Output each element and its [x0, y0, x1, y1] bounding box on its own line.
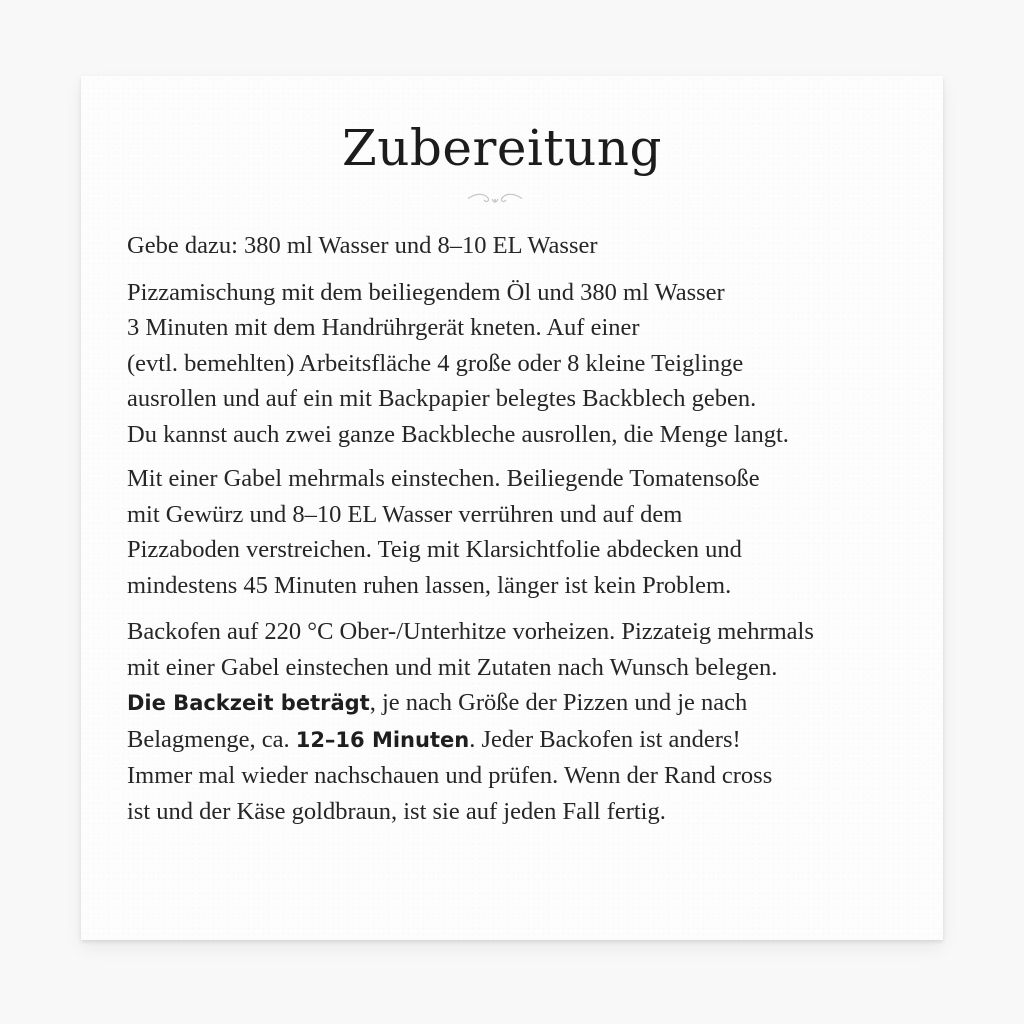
paragraph1-line: Du kannst auch zwei ganze Backbleche ausrollen, die Menge langt.: [127, 420, 789, 448]
instructions-text: [127, 228, 927, 829]
baking-time-value: 12–16 Minuten: [295, 727, 470, 752]
flourish-icon: [468, 194, 522, 202]
paragraph2-line: mindestens 45 Minuten ruhen lassen, länger ist kein Problem.: [127, 571, 732, 599]
paragraph1-line: 3 Minuten mit dem Handrührgerät kneten. Auf einer: [127, 314, 640, 341]
paragraph4-line: Immer mal wieder nachschauen und prüfen. Wenn der Rand cross: [127, 762, 773, 789]
paragraph4-line: [127, 722, 927, 759]
paragraph2-line: mit Gewürz und 8–10 EL Wasser verrühren und auf dem: [127, 500, 683, 528]
ornamental-divider: [230, 190, 760, 210]
paragraph2-line: Mit einer Gabel mehrmals einstechen. Beiliegende Tomatensoße: [127, 465, 760, 492]
paragraph1-line: Pizzamischung mit dem beiliegendem Öl und 380 ml Wasser: [127, 278, 725, 306]
paragraph3-line: mit einer Gabel einstechen und mit Zutaten nach Wunsch belegen.: [127, 653, 778, 681]
paragraph4-text: Belagmenge, ca.: [127, 725, 296, 753]
paragraph4-line: ist und der Käse goldbraun, ist sie auf jeden Fall fertig.: [127, 797, 666, 825]
intro-line: Gebe dazu: 380 ml Wasser und 8–10 EL Wasser: [127, 232, 598, 259]
paragraph1-line: (evtl. bemehlten) Arbeitsfläche 4 große oder 8 kleine Teiglinge: [127, 349, 744, 377]
paragraph2-line: Pizzaboden verstreichen. Teig mit Klarsichtfolie abdecken und: [127, 536, 742, 563]
paragraph4-text: , je nach Größe der Pizzen und je nach: [369, 689, 748, 716]
paragraph4-line: [127, 685, 927, 722]
paragraph3-line: Backofen auf 220 °C Ober-/Unterhitze vorheizen. Pizzateig mehrmals: [127, 618, 814, 645]
baking-time-label: Die Backzeit beträgt: [127, 691, 370, 715]
paragraph1-line: ausrollen und auf ein mit Backpapier belegtes Backblech geben.: [127, 385, 757, 412]
paragraph4-text: . Jeder Backofen ist anders!: [469, 725, 741, 753]
card-title: Zubereitung: [341, 119, 663, 177]
